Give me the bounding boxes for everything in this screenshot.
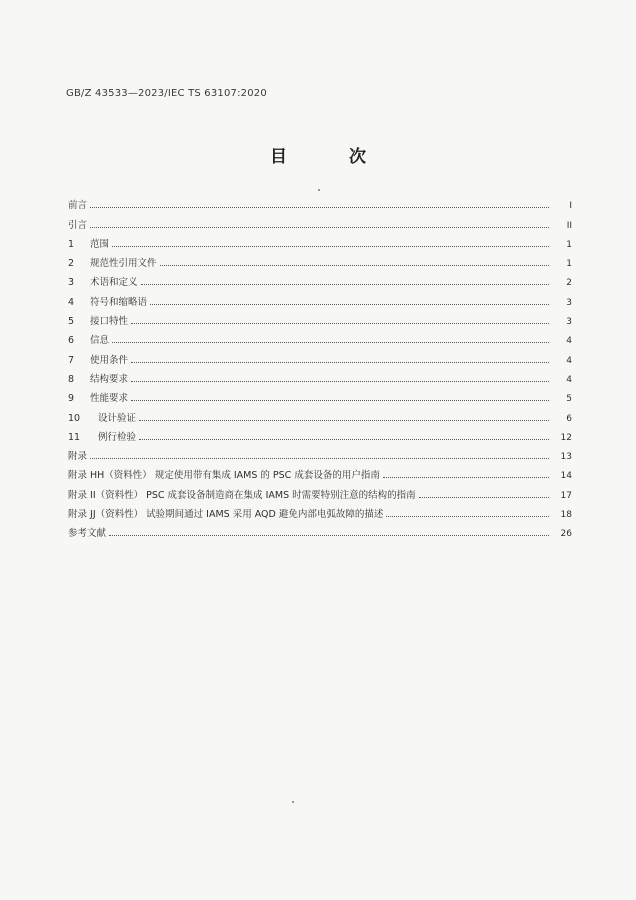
toc-leader-dots <box>131 400 549 401</box>
toc-entry-page: 13 <box>560 452 572 463</box>
toc-entry-page: 6 <box>566 413 572 424</box>
toc-entry-label: 使用条件 <box>90 354 129 366</box>
toc-leader-dots <box>90 227 549 228</box>
toc-entry-annexes[interactable] <box>68 443 572 462</box>
page-title: 目 次 <box>270 147 394 167</box>
toc-leader-dots <box>90 458 549 459</box>
toc-entry-annex-jj[interactable] <box>68 501 572 520</box>
toc-leader-dots <box>112 342 549 343</box>
toc-entry-annex-ii[interactable] <box>68 481 572 500</box>
toc-entry-4[interactable] <box>68 288 572 307</box>
toc-entry-3[interactable] <box>68 269 572 288</box>
toc-leader-dots <box>386 516 549 517</box>
toc-entry-2[interactable] <box>68 250 572 269</box>
toc-entry-number: 8 <box>68 373 75 385</box>
toc-leader-dots <box>141 284 549 285</box>
toc-entry-label: 结构要求 <box>90 373 129 385</box>
toc-entry-page: I <box>569 201 572 212</box>
toc-entry-number: 1 <box>68 238 75 250</box>
toc-leader-dots <box>139 439 549 440</box>
toc-entry-label: 附录 <box>68 451 88 463</box>
toc-entry-number: 10 <box>68 412 81 424</box>
toc-entry-introduction[interactable] <box>68 211 572 230</box>
toc-entry-page: 3 <box>566 297 572 308</box>
toc-entry-page: 5 <box>566 394 572 405</box>
toc-entry-label: 性能要求 <box>90 393 129 405</box>
scan-speck <box>318 189 320 191</box>
toc-entry-number: 2 <box>68 258 75 270</box>
toc-entry-label: 前言 <box>68 200 88 212</box>
toc-entry-page: 12 <box>560 432 572 443</box>
toc-entry-label: 附录 HH（资料性） 规定使用带有集成 IAMS 的 PSC 成套设备的用户指南 <box>68 470 380 482</box>
toc-entry-label: 附录 II（资料性） PSC 成套设备制造商在集成 IAMS 时需要特别注意的结构的指南 <box>68 489 416 501</box>
toc-entry-label: 接口特性 <box>90 316 129 328</box>
toc-entry-page: 26 <box>560 529 572 540</box>
scan-speck <box>292 801 294 803</box>
toc-leader-dots <box>160 265 549 266</box>
toc-leader-dots <box>131 323 549 324</box>
toc-entry-8[interactable] <box>68 366 572 385</box>
toc-entry-label: 参考文献 <box>68 528 107 540</box>
toc-entry-label: 术语和定义 <box>90 277 138 289</box>
toc-entry-label: 附录 JJ（资料性） 试验期间通过 IAMS 采用 AQD 避免内部电弧故障的描述 <box>68 509 384 521</box>
toc-entry-number: 11 <box>68 431 81 443</box>
toc-entry-page: 4 <box>566 374 572 385</box>
toc-leader-dots <box>150 304 549 305</box>
toc-entry-page: 2 <box>566 278 572 289</box>
toc-leader-dots <box>131 381 549 382</box>
toc-entry-11[interactable] <box>68 424 572 443</box>
toc-entry-9[interactable] <box>68 385 572 404</box>
toc-entry-label: 规范性引用文件 <box>90 258 157 270</box>
toc-leader-dots <box>90 207 549 208</box>
standard-number: GB/Z 43533—2023/IEC TS 63107:2020 <box>66 88 267 99</box>
toc-entry-label: 设计验证 <box>98 412 137 424</box>
toc-entry-5[interactable] <box>68 308 572 327</box>
toc-entry-page: 1 <box>566 259 572 270</box>
toc-entry-foreword[interactable] <box>68 192 572 211</box>
toc-entry-page: 4 <box>566 336 572 347</box>
toc-entry-page: 17 <box>560 490 572 501</box>
toc-entry-annex-hh[interactable] <box>68 462 572 481</box>
toc-leader-dots <box>383 477 549 478</box>
toc-entry-label: 引言 <box>68 219 88 231</box>
toc-entry-page: 3 <box>566 317 572 328</box>
toc-entry-1[interactable] <box>68 231 572 250</box>
toc-leader-dots <box>112 246 549 247</box>
toc-entry-number: 4 <box>68 296 75 308</box>
toc-leader-dots <box>419 497 549 498</box>
toc-leader-dots <box>131 362 549 363</box>
toc-entry-number: 6 <box>68 335 75 347</box>
toc-entry-page: II <box>566 220 572 231</box>
toc-entry-page: 1 <box>566 239 572 250</box>
toc-entry-number: 7 <box>68 354 75 366</box>
toc-entry-7[interactable] <box>68 346 572 365</box>
toc-entry-10[interactable] <box>68 404 572 423</box>
toc-entry-page: 4 <box>566 355 572 366</box>
toc-entry-label: 范围 <box>90 238 110 250</box>
toc-leader-dots <box>139 420 549 421</box>
toc-entry-bibliography[interactable] <box>68 520 572 539</box>
toc-entry-label: 符号和缩略语 <box>90 296 148 308</box>
table-of-contents <box>68 192 572 539</box>
toc-entry-label: 信息 <box>90 335 110 347</box>
toc-entry-page: 18 <box>560 510 572 521</box>
toc-entry-6[interactable] <box>68 327 572 346</box>
toc-entry-number: 9 <box>68 393 75 405</box>
toc-entry-number: 5 <box>68 316 75 328</box>
toc-entry-label: 例行检验 <box>98 431 137 443</box>
toc-entry-number: 3 <box>68 277 75 289</box>
toc-entry-page: 14 <box>560 471 572 482</box>
toc-leader-dots <box>109 535 549 536</box>
